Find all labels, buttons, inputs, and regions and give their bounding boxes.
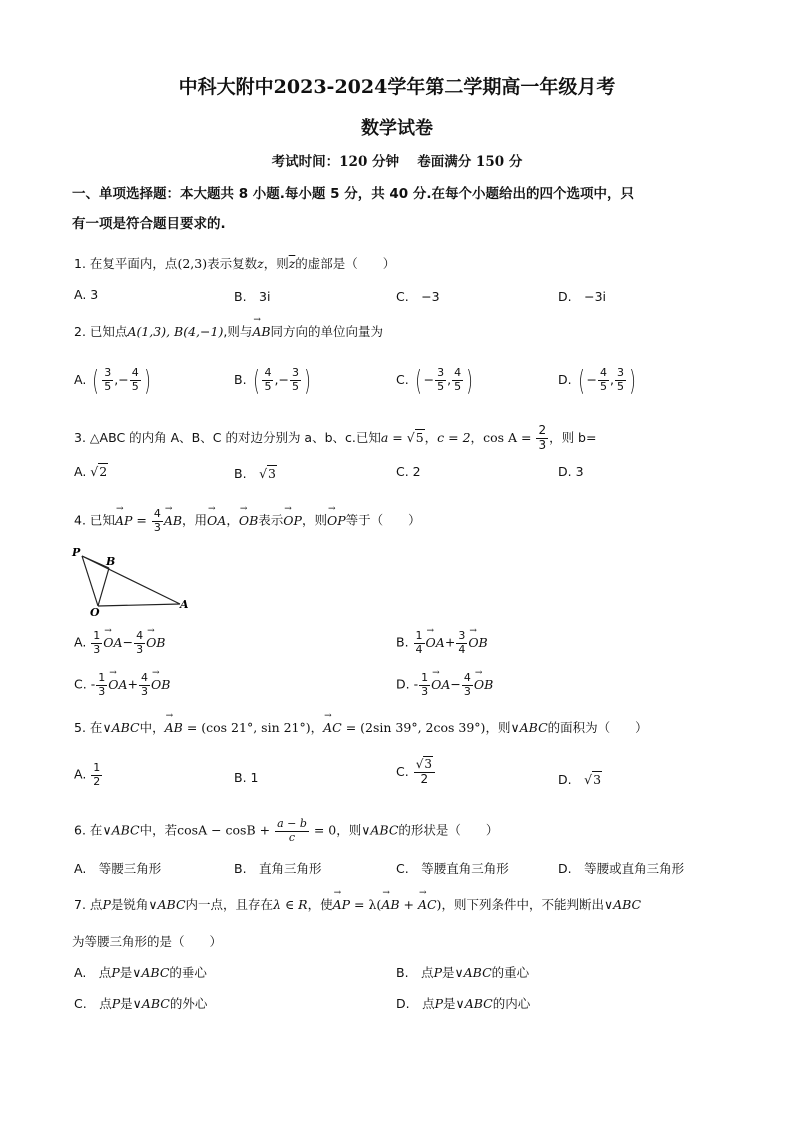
q7-option-c[interactable]: C. 点P是∨ABC的外心: [74, 996, 208, 1011]
label-b: B: [106, 555, 116, 568]
q7-option-a[interactable]: A. 点P是∨ABC的垂心: [74, 965, 207, 980]
exam-info: 考试时间：120 分钟 卷面满分 150 分: [271, 154, 523, 170]
question-7: 7. 点P是锐角∨ABC内一点，且存在λ ∈ R，使→ AP = λ(→ AB + → AC)，则下列条件中，不能判断出∨ABC: [74, 895, 641, 913]
q6-option-a[interactable]: A. 等腰三角形: [74, 861, 162, 876]
q2-option-a[interactable]: A. ( $\frac{3}{5}$ ,− $\frac{4}{5}$ ): [74, 364, 151, 397]
q3-option-b[interactable]: B. √3: [234, 466, 276, 481]
question-number: 7.: [74, 897, 86, 912]
question-number: 2.: [74, 324, 86, 339]
q1-option-c[interactable]: C. −3: [396, 289, 440, 304]
question-number: 1.: [74, 256, 86, 271]
q7-option-b[interactable]: B. 点P是∨ABC的重心: [396, 965, 530, 980]
q7-option-d[interactable]: D. 点P是∨ABC的内心: [396, 996, 531, 1011]
question-number: 4.: [74, 512, 86, 528]
q4-option-b[interactable]: B. $\frac{1}{4}$ → OA+ $\frac{3}{4}$ → OB: [396, 630, 488, 656]
q4-option-a[interactable]: A. $\frac{1}{3}$ → OA− $\frac{4}{3}$ → OB: [74, 630, 166, 656]
q3-option-d[interactable]: D. 3: [558, 464, 584, 479]
q2-option-c[interactable]: C. ( − $\frac{3}{5}$ , $\frac{4}{5}$ ): [396, 364, 473, 397]
q6-option-b[interactable]: B. 直角三角形: [234, 861, 322, 876]
section-heading-line1: 一、单项选择题：本大题共 8 小题.每小题 5 分，共 40 分.在每个小题给出的四个选项中，只: [72, 186, 635, 202]
question-7-line2: 为等腰三角形的是（ ）: [72, 934, 223, 949]
label-o: O: [90, 606, 100, 616]
question-1: 1. 在复平面内，点(2,3)表示复数z，则$\overline{z}$的虚部是（ ）: [74, 256, 396, 271]
q5-option-b[interactable]: B. 1: [234, 770, 259, 785]
q3-option-c[interactable]: C. 2: [396, 464, 421, 479]
q4-option-c[interactable]: C. - $\frac{1}{3}$ → OA+ $\frac{4}{3}$ → OB: [74, 672, 170, 698]
q1-option-b[interactable]: B. 3i: [234, 289, 271, 304]
question-number: 3.: [74, 429, 86, 445]
q1-option-a[interactable]: A. 3: [74, 287, 99, 302]
q1-option-d[interactable]: D. −3i: [558, 289, 606, 304]
exam-subtitle: 数学试卷: [361, 118, 433, 139]
q6-option-c[interactable]: C. 等腰直角三角形: [396, 861, 509, 876]
q5-option-d[interactable]: D. √3: [558, 772, 602, 787]
question-5: 5. 在∨ABC中，→ AB = (cos 21°, sin 21°)，→ AC = (2sin 39°, 2cos 39°)，则∨ABC的面积为（ ）: [74, 718, 648, 736]
q3-option-a[interactable]: A. √2: [74, 464, 108, 479]
q5-option-a[interactable]: A. $\frac{1}{2}$: [74, 761, 101, 788]
question-number: 5.: [74, 720, 86, 735]
q4-option-d[interactable]: D. - $\frac{1}{3}$ → OA− $\frac{4}{3}$ → OB: [396, 672, 493, 698]
question-number: 6.: [74, 822, 86, 838]
triangle-figure: [68, 544, 198, 616]
exam-title: 中科大附中2023-2024学年第二学期高一年级月考: [178, 76, 616, 98]
label-p: P: [72, 546, 81, 559]
question-3: 3. △ABC 的内角 A、B、C 的对边分别为 a、b、c.已知a = √5，c = 2，cos A = $\frac{2}{3}$ ，则 b=: [74, 423, 597, 452]
vector-ab: → AB: [252, 324, 270, 339]
question-2: 2. 已知点A(1,3), B(4,−1),则与→ AB同方向的单位向量为: [74, 322, 383, 340]
q6-option-d[interactable]: D. 等腰或直角三角形: [558, 861, 685, 876]
q5-option-c[interactable]: C. $\frac{√3}{2}$: [396, 758, 436, 787]
question-4: 4. 已知→ AP = $\frac{4}{3}$ → AB，用→ OA，→ OB表示→ OP，则→ OP等于（ ）: [74, 508, 421, 534]
label-a: A: [180, 598, 189, 611]
conjugate-z: $\overline{z}$: [288, 256, 296, 271]
section-heading-line2: 有一项是符合题目要求的.: [72, 216, 226, 232]
q2-option-b[interactable]: B. ( $\frac{4}{5}$ ,− $\frac{3}{5}$ ): [234, 364, 311, 397]
question-6: 6. 在∨ABC中，若cosA − cosB + $\frac{a - b}{c}$ = 0，则∨ABC的形状是（ ）: [74, 817, 499, 844]
q2-option-d[interactable]: D. ( − $\frac{4}{5}$ , $\frac{3}{5}$ ): [558, 364, 636, 397]
